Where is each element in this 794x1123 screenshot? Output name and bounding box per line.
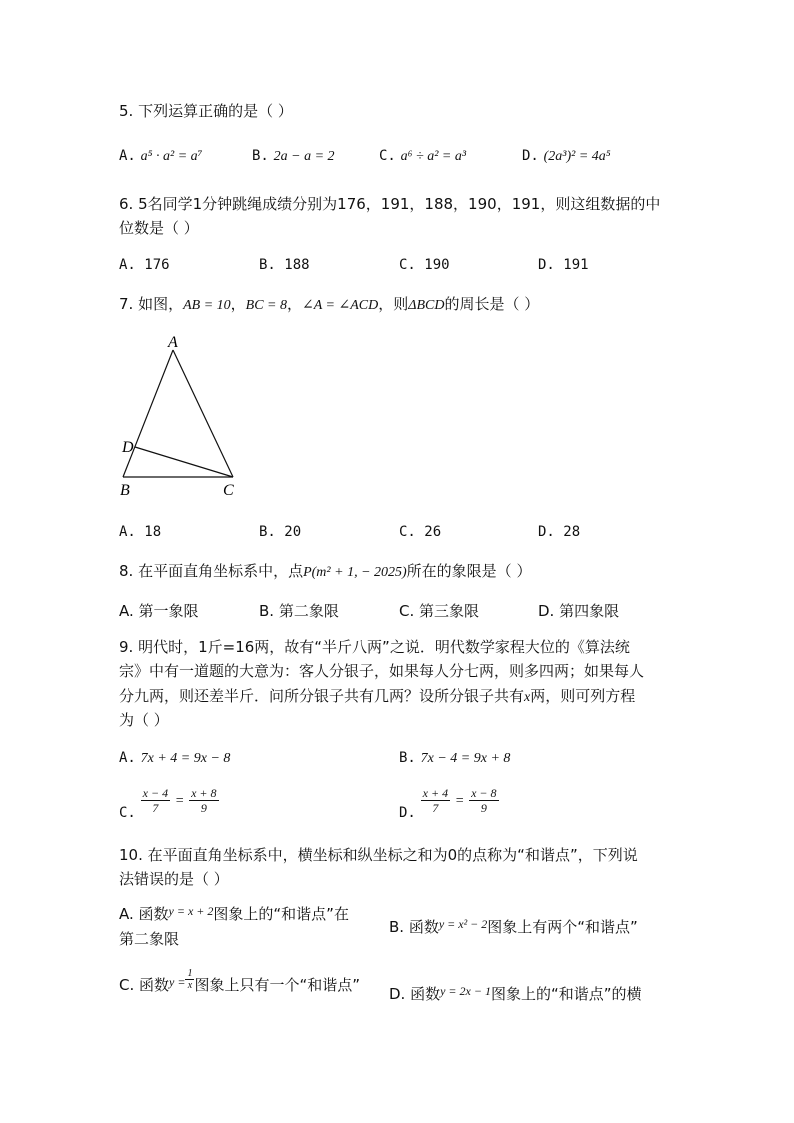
q10-a-suffix: 图象上的“和谐点”在 [213,905,349,923]
q5-option-a[interactable] [119,146,203,165]
q10-a-expr: y = x + 2 [168,904,214,918]
q6-stem-line2: 位数是（ ） [119,219,199,237]
q10-a-prefix: A. 函数 [119,905,169,923]
q10-line2: 法错误的是（ ） [119,870,229,888]
q9-line3-suffix: 两，则可列方程 [530,687,636,705]
q9-c-den1: 7 [152,801,159,815]
q7-sep2: ， [287,295,303,313]
q8-option-c[interactable]: C. 第三象限 [399,602,480,620]
q10-d-suffix: 图象上的“和谐点”的横 [490,985,642,1003]
q9-option-b[interactable] [399,748,510,767]
q9-option-c[interactable] [119,786,219,821]
q10-option-b[interactable] [389,916,638,937]
q7-option-c[interactable]: C. 26 [399,524,442,540]
q9-line3-prefix: 分九两，则还差半斤．问所分银子共有几两？设所分银子共有 [119,687,525,705]
q10-c-den: x [187,980,193,991]
q7-stem-prefix: 7. 如图， [119,295,184,313]
q7-option-b[interactable]: B. 20 [259,524,302,540]
q9-c-eq: = [174,793,185,809]
vertex-a-label: A [168,334,178,351]
q8-stem-prefix: 8. 在平面直角坐标系中，点 [119,562,304,580]
q10-b-expr: y = x² − 2 [438,917,488,931]
q9-d-num2: x − 8 [471,786,497,800]
q5-option-d[interactable] [522,146,611,165]
q7-triangle: ΔBCD [408,298,445,313]
q9-line2: 宗》中有一道题的大意为：客人分银子，如果每人分七两，则多四两；如果每人 [119,662,645,680]
q10-d-expr: y = 2x − 1 [440,984,491,998]
q5-option-c[interactable] [379,146,466,165]
q9-var: x [524,690,531,705]
q10-c-prefix: C. 函数 [119,976,170,994]
q5-option-b[interactable] [252,146,335,165]
q9-line1: 9. 明代时，1斤=16两，故有“半斤八两”之说．明代数学家程大位的《算法统 [119,638,630,656]
q9-c-den2: 9 [200,801,207,815]
q10-option-a[interactable] [119,903,349,924]
q8-option-a[interactable]: A. 第一象限 [119,602,199,620]
q9-c-frac1 [141,786,170,815]
q5-c-expr: a⁶ ÷ a² = a³ [400,149,467,164]
q5-stem: 5. 下列运算正确的是（ ） [119,102,293,120]
q7-angles: ∠A = ∠ACD [302,298,379,313]
q9-c-num2: x + 8 [191,786,217,800]
q5-a-label: A. [119,148,136,164]
q9-c-num1: x − 4 [142,786,169,800]
q9-a-expr: 7x + 4 = 9x − 8 [140,751,231,766]
q9-d-frac1 [421,786,450,815]
q7-ab: AB = 10 [183,298,231,313]
q5-c-label: C. [379,148,396,164]
q5-b-expr: 2a − a = 2 [273,149,335,164]
q6-option-d[interactable]: D. 191 [538,257,589,273]
q9-b-label: B. [399,750,416,766]
q7-triangle-figure [110,330,250,500]
q7-mid: ，则 [378,295,409,313]
q9-option-d[interactable] [399,786,499,821]
q9-d-num1: x + 4 [422,786,449,800]
vertex-d-label: D [122,439,134,456]
q10-c-frac [185,968,194,991]
q8-option-b[interactable]: B. 第二象限 [259,602,339,620]
q9-c-label: C. [119,804,136,821]
q5-a-expr: a⁵ · a² = a⁷ [140,149,203,164]
q8-point: P(m² + 1, − 2025) [303,565,407,580]
q10-option-a-line2: 第二象限 [119,930,180,948]
q5-d-label: D. [522,148,539,164]
q7-option-a[interactable]: A. 18 [119,524,162,540]
q7-stem-suffix: 的周长是（ ） [444,295,540,313]
q9-line3 [119,685,635,706]
q5-b-label: B. [252,148,269,164]
segment-dc [135,447,233,477]
q9-d-label: D. [399,804,416,821]
q8-stem-suffix: 所在的象限是（ ） [406,562,532,580]
q8-option-d[interactable]: D. 第四象限 [538,602,620,620]
q6-option-b[interactable]: B. 188 [259,257,310,273]
q9-d-eq: = [454,793,465,809]
q10-b-prefix: B. 函数 [389,918,439,936]
q10-c-y: y = [169,975,186,989]
q9-d-frac2 [469,786,498,815]
q6-option-c[interactable]: C. 190 [399,257,450,273]
q9-line4: 为（ ） [119,711,169,729]
vertex-c-label: C [223,482,234,499]
q10-option-d[interactable] [389,983,642,1004]
q10-option-c[interactable] [119,968,360,997]
q10-c-num: 1 [187,968,193,979]
q7-stem [119,293,539,314]
q9-a-label: A. [119,750,136,766]
q9-option-a[interactable] [119,748,230,767]
q10-line1: 10. 在平面直角坐标系中，横坐标和纵坐标之和为0的点称为“和谐点”，下列说 [119,846,638,864]
q9-c-frac2 [189,786,218,815]
segment-ab [123,350,173,477]
q9-b-expr: 7x − 4 = 9x + 8 [420,751,511,766]
q10-c-suffix: 图象上只有一个“和谐点” [194,976,360,994]
q7-bc: BC = 8 [245,298,288,313]
segment-ac [173,350,233,477]
q9-d-den2: 9 [480,801,487,815]
q10-d-prefix: D. 函数 [389,985,441,1003]
q5-d-expr: (2a³)² = 4a⁵ [543,149,611,164]
q10-b-suffix: 图象上有两个“和谐点” [487,918,638,936]
q6-stem-line1: 6. 5名同学1分钟跳绳成绩分别为176，191，188，190，191，则这组数据的中 [119,195,661,213]
q9-d-den1: 7 [432,801,439,815]
vertex-b-label: B [120,482,130,499]
q6-option-a[interactable]: A. 176 [119,257,170,273]
q7-option-d[interactable]: D. 28 [538,524,581,540]
q7-sep1: ， [230,295,246,313]
q8-stem [119,560,531,581]
